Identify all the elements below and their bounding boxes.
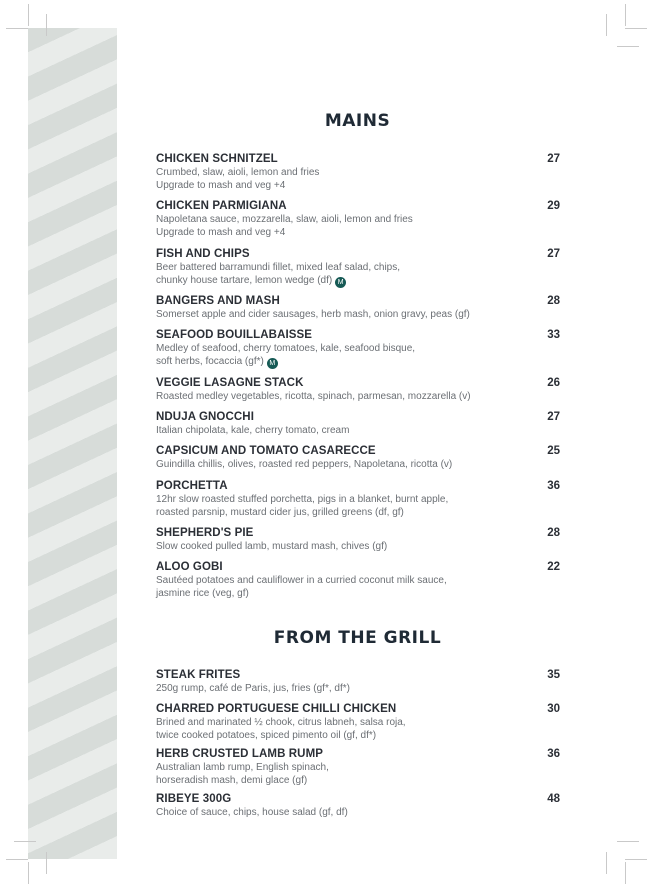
item-price: 36 [547, 480, 560, 492]
item-price: 36 [547, 748, 560, 760]
crop-mark [46, 852, 47, 874]
item-price: 26 [547, 377, 560, 389]
item-description [156, 342, 560, 369]
menu-item-capsicum-tomato-casarecce [156, 444, 560, 471]
crop-mark [46, 14, 47, 36]
menu-item-porchetta [156, 479, 560, 519]
item-price: 48 [547, 793, 560, 805]
crop-mark [606, 14, 607, 36]
item-price: 22 [547, 561, 560, 573]
item-description: Sautéed potatoes and cauliflower in a curried coconut milk sauce, jasmine rice (veg, gf) [156, 575, 447, 599]
item-description: Guindilla chillis, olives, roasted red peppers, Napoletana, ricotta (v) [156, 459, 453, 470]
section-title-from-the-grill: FROM THE GRILL [273, 628, 442, 648]
item-name: NDUJA GNOCCHI [156, 411, 254, 423]
item-price: 35 [547, 669, 560, 681]
menu-item-chicken-schnitzel [156, 152, 560, 192]
item-name: VEGGIE LASAGNE STACK [156, 377, 304, 389]
item-price: 25 [547, 445, 560, 457]
item-price: 27 [547, 248, 560, 260]
item-name: CAPSICUM AND TOMATO CASARECCE [156, 445, 376, 457]
menu-item-chicken-parmigiana [156, 199, 560, 239]
crop-mark [625, 862, 626, 884]
item-price: 27 [547, 153, 560, 165]
item-price: 28 [547, 527, 560, 539]
m-badge-icon: M [267, 358, 278, 369]
item-name: BANGERS AND MASH [156, 295, 280, 307]
crop-mark [625, 4, 626, 26]
item-description-text: Medley of seafood, cherry tomatoes, kale, seafood bisque, soft herbs, focaccia (gf*) [156, 343, 416, 367]
menu-item-steak-frites [156, 668, 560, 695]
item-description: Australian lamb rump, English spinach, horseradish mash, demi glace (gf) [156, 762, 329, 786]
item-price: 27 [547, 411, 560, 423]
crop-mark [606, 852, 607, 874]
item-name: CHICKEN PARMIGIANA [156, 200, 287, 212]
item-name: FISH AND CHIPS [156, 248, 250, 260]
menu-item-fish-and-chips [156, 247, 560, 288]
item-description: Italian chipolata, kale, cherry tomato, cream [156, 425, 350, 436]
item-name: HERB CRUSTED LAMB RUMP [156, 748, 324, 760]
crop-mark [625, 859, 647, 860]
menu-item-charred-portuguese-chilli-chicken [156, 702, 560, 742]
menu-item-veggie-lasagne-stack [156, 376, 560, 403]
menu-item-seafood-bouillabaisse [156, 328, 560, 369]
menu-item-ribeye-300g [156, 792, 560, 819]
item-description-text: Beer battered barramundi fillet, mixed leaf salad, chips, chunky house tartare, lemon wedge (df) [156, 262, 401, 286]
item-name: PORCHETTA [156, 480, 228, 492]
item-name: SEAFOOD BOUILLABAISSE [156, 329, 313, 341]
item-description: Choice of sauce, chips, house salad (gf, df) [156, 807, 348, 818]
item-price: 29 [547, 200, 560, 212]
item-price: 33 [547, 329, 560, 341]
crop-mark [617, 46, 639, 47]
crop-mark [14, 841, 36, 842]
item-description: Crumbed, slaw, aioli, lemon and fries Upgrade to mash and veg +4 [156, 167, 320, 191]
decorative-stripe-band [28, 28, 117, 859]
item-name: CHARRED PORTUGUESE CHILLI CHICKEN [156, 703, 397, 715]
item-description: 12hr slow roasted stuffed porchetta, pigs in a blanket, burnt apple, roasted parsnip, mustard cider jus, grilled greens (df, gf) [156, 494, 449, 518]
item-description: Brined and marinated ½ chook, citrus labneh, salsa roja, twice cooked potatoes, spiced pimento oil (gf, df*) [156, 717, 406, 741]
item-description: Napoletana sauce, mozzarella, slaw, aioli, lemon and fries Upgrade to mash and veg +4 [156, 214, 413, 238]
menu-item-bangers-and-mash [156, 294, 560, 321]
item-description: Roasted medley vegetables, ricotta, spinach, parmesan, mozzarella (v) [156, 391, 471, 402]
item-price: 28 [547, 295, 560, 307]
menu-item-herb-crusted-lamb-rump [156, 747, 560, 787]
item-description [156, 261, 560, 288]
item-name: ALOO GOBI [156, 561, 223, 573]
item-name: STEAK FRITES [156, 669, 241, 681]
menu-item-nduja-gnocchi [156, 410, 560, 437]
item-name: CHICKEN SCHNITZEL [156, 153, 278, 165]
crop-mark [625, 28, 647, 29]
section-title-mains: MAINS [324, 111, 391, 131]
menu-item-shepherds-pie [156, 526, 560, 553]
crop-mark [28, 4, 29, 26]
item-description: Slow cooked pulled lamb, mustard mash, chives (gf) [156, 541, 388, 552]
crop-mark [6, 859, 28, 860]
item-name: RIBEYE 300G [156, 793, 232, 805]
item-name: SHEPHERD'S PIE [156, 527, 254, 539]
item-description: 250g rump, café de Paris, jus, fries (gf*, df*) [156, 683, 350, 694]
crop-mark [6, 28, 28, 29]
item-description: Somerset apple and cider sausages, herb mash, onion gravy, peas (gf) [156, 309, 470, 320]
m-badge-icon: M [335, 277, 346, 288]
crop-mark [28, 862, 29, 884]
crop-mark [617, 841, 639, 842]
item-price: 30 [547, 703, 560, 715]
menu-item-aloo-gobi [156, 560, 560, 600]
